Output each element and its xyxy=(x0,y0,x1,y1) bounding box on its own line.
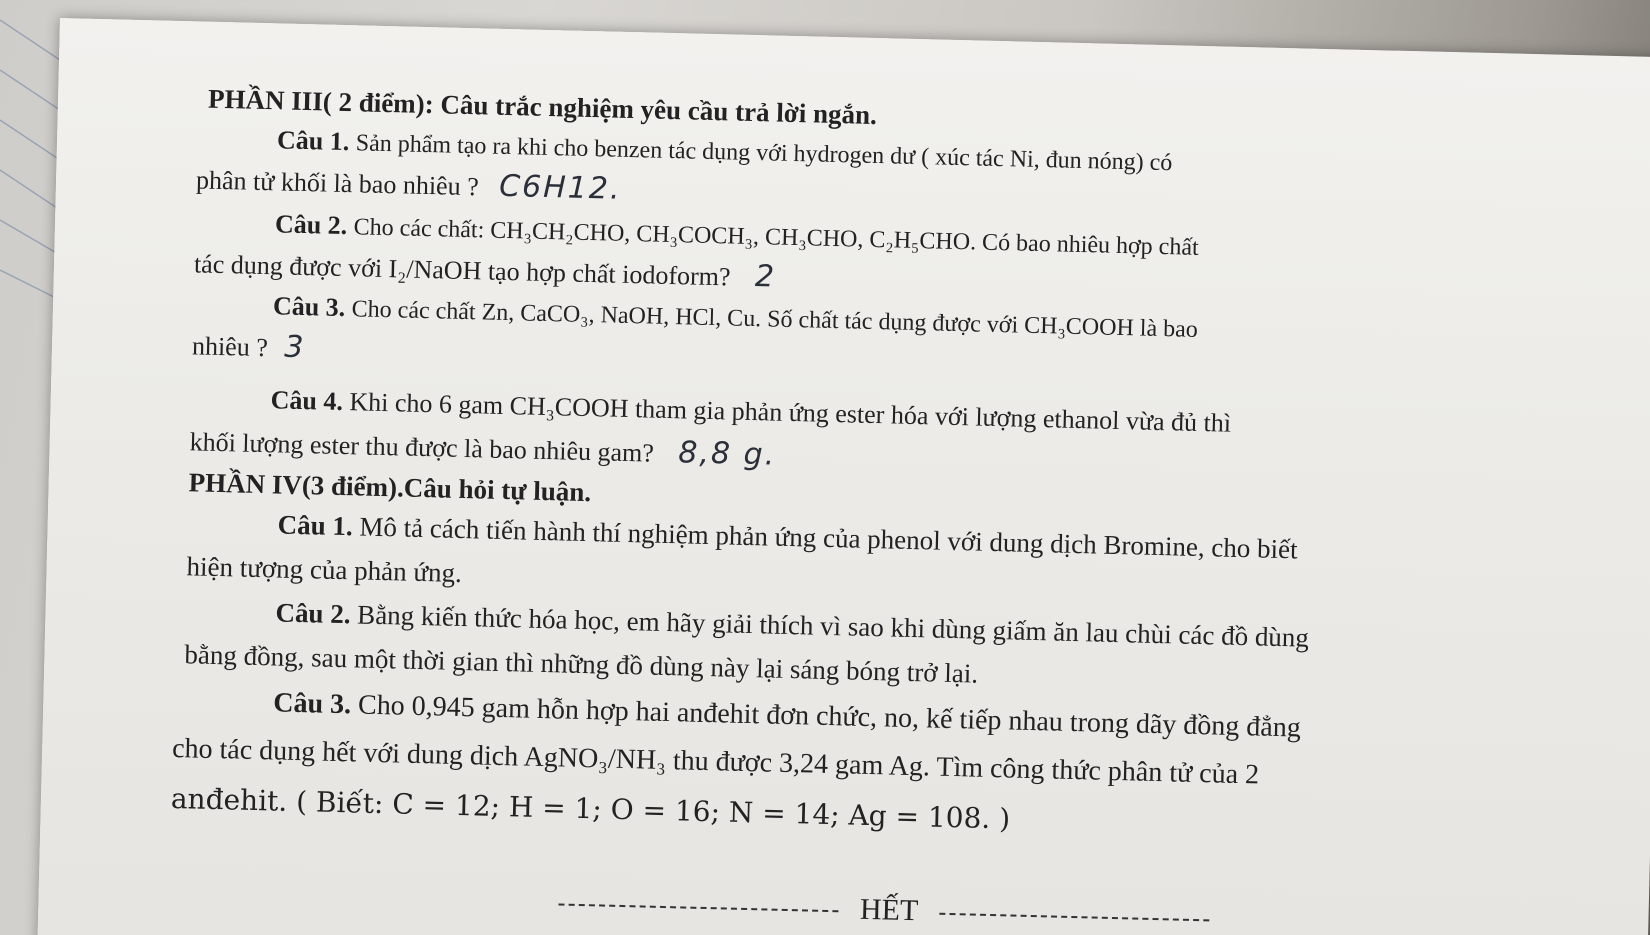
part3-q2-handwritten-answer: 2 xyxy=(754,259,777,295)
part3-q4-label: Câu 4. xyxy=(270,385,344,417)
part3-q4-text-b: khối lượng ester thu được là bao nhiêu gam? xyxy=(189,427,655,468)
part4-q1-text-a: Mô tả cách tiến hành thí nghiệm phản ứng của phenol với dung dịch Bromine, cho biết xyxy=(359,511,1298,565)
part4-q2-label: Câu 2. xyxy=(275,597,351,630)
part4-q3-label: Câu 3. xyxy=(272,687,352,721)
part3-q4-text-a: Khi cho 6 gam CH₃COOH tham gia phản ứng ester hóa với lượng ethanol vừa đủ thì xyxy=(349,387,1232,438)
part4-heading: PHẦN IV(3 điểm).Câu hỏi tự luận. xyxy=(188,467,592,508)
part3-q1-text-a: Sản phẩm tạo ra khi cho benzen tác dụng với hydrogen dư ( xúc tác Ni, đun nóng) có xyxy=(355,130,1173,177)
part4-q3-text-c: anđehit. ( Biết: C = 12; H = 1; O = 16; N = 14; Ag = 108. ) xyxy=(170,781,1011,836)
part4-q1-text-b: hiện tượng của phản ứng. xyxy=(186,551,463,588)
part4-q1-label: Câu 1. xyxy=(277,509,354,542)
end-dash-left xyxy=(558,904,838,913)
part4-q1-line2 xyxy=(186,547,462,593)
part3-q1-label: Câu 1. xyxy=(276,125,350,157)
part3-q1-handwritten-answer: C6H12. xyxy=(498,168,622,207)
end-label: HẾT xyxy=(859,892,919,928)
part4-q2-text-a: Bằng kiến thức hóa học, em hãy giải thích vì sao khi dùng giấm ăn lau chùi các đồ dùng xyxy=(356,599,1310,653)
part3-q3-text-a: Cho các chất Zn, CaCO₃, NaOH, HCl, Cu. Số chất tác dụng được với CH₃COOH là bao xyxy=(351,296,1199,343)
part3-q3-label: Câu 3. xyxy=(272,291,346,323)
part3-q2-text-a: Cho các chất: CH₃CH₂CHO, CH₃COCH₃, CH₃CHO, C₂H₅CHO. Có bao nhiêu hợp chất xyxy=(353,214,1200,261)
part4-q3-line3 xyxy=(170,779,1010,840)
part3-q3-text-b: nhiêu ? xyxy=(191,331,269,363)
part3-q3-handwritten-answer: 3 xyxy=(283,329,306,366)
part4-q3-text-a: Cho 0,945 gam hỗn hợp hai anđehit đơn chức, no, kế tiếp nhau trong dãy đồng đẳng xyxy=(357,689,1302,744)
part3-heading: PHẦN III( 2 điểm): Câu trắc nghiệm yêu cầu trả lời ngắn. xyxy=(207,83,878,130)
part3-q2-text-b: tác dụng được với I₂/NaOH tạo hợp chất iodoform? xyxy=(193,249,731,292)
exam-content xyxy=(170,79,1609,928)
part4-q2-text-b: bằng đồng, sau một thời gian thì những đồ dùng này lại sáng bóng trở lại. xyxy=(184,639,979,689)
part3-q3-line2 xyxy=(192,323,306,369)
part3-q1-text-b: phân tử khối là bao nhiêu ? xyxy=(195,165,480,202)
part3-q4-handwritten-answer: 8,8 g. xyxy=(677,435,777,473)
exam-paper xyxy=(37,18,1650,935)
end-marker xyxy=(558,880,1210,935)
part4-q3-text-b: cho tác dụng hết với dung dịch AgNO₃/NH₃ thu được 3,24 gam Ag. Tìm công thức phân tử của 2 xyxy=(171,732,1260,791)
part3-q1-line2 xyxy=(196,157,622,211)
end-dash-right xyxy=(940,913,1210,922)
part3-q2-label: Câu 2. xyxy=(274,209,348,241)
